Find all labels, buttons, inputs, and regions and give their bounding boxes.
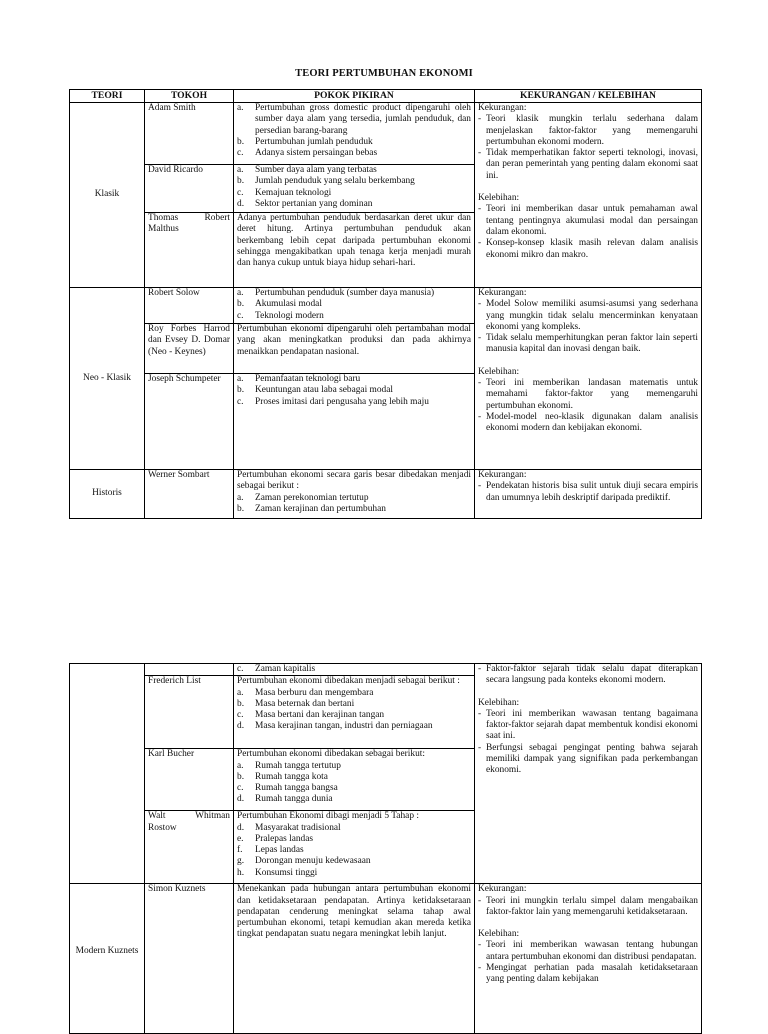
- pokok-pikiran-cell: [234, 470, 475, 519]
- pokok-pikiran-cell: [234, 664, 475, 676]
- tokoh-cell-empty: [145, 664, 234, 676]
- kekurangan-label: Kekurangan:: [478, 470, 527, 480]
- list-item: a. Masa berburu dan mengembara: [237, 687, 374, 698]
- intro-text: Pertumbuhan ekonomi dibedakan menjadi sebagai berikut :: [237, 676, 460, 687]
- list-item: c. Adanya sistem persaingan bebas: [237, 148, 378, 159]
- kekurangan-label: Kekurangan:: [478, 288, 527, 298]
- list-item: c. Teknologi modern: [237, 310, 324, 321]
- kekurangan-kelebihan-historis-continued: [475, 664, 702, 884]
- pokok-pikiran-cell: Adanya pertumbuhan penduduk berdasarkan deret ukur dan deret hitung. Artinya pertumbuhan penduduk akan berkembang lebih cepat daripada pertumbuhan ekonomi sehingga mengakibatkan upah tenaga kerja menjadi murah dan hanya cukup untuk biaya hidup sehari-hari.: [234, 213, 475, 288]
- list-item: a. Pertumbuhan gross domestic product dipengaruhi oleh sumber daya alam yang tersedia, jumlah penduduk, dan persedian barang-barang: [237, 103, 471, 136]
- kelebihan-label: Kelebihan:: [478, 366, 520, 377]
- intro-text: Pertumbuhan Ekonomi dibagi menjadi 5 Tahap :: [237, 811, 419, 822]
- kekurangan-kelebihan-neo-klasik: [475, 288, 702, 470]
- list-item: d. Masa kerajinan tangan, industri dan perniagaan: [237, 721, 433, 732]
- tokoh-cell: Thomas Robert Malthus: [145, 213, 234, 288]
- kelebihan-label: Kelebihan:: [478, 697, 520, 708]
- pokok-pikiran-cell: [234, 165, 475, 213]
- list-item: - Model-model neo-klasik digunakan dalam analisis ekonomi modern dan kebijakan ekonomi.: [478, 412, 698, 435]
- list-item: d. Masyarakat tradisional: [237, 822, 341, 833]
- pokok-pikiran-cell: Menekankan pada hubungan antara pertumbuhan ekonomi dan ketidaksetaraan pendapatan. Artinya ketidaksetaraan pendapatan cenderung meningkat selama tahap awal pertumbuhan ekonomi, tetapi kemudian akan mereda ketika tingkat pendapatan suatu negara meningkat lebih lanjut.: [234, 884, 475, 1034]
- tokoh-cell: Werner Sombart: [145, 470, 234, 519]
- teori-neo-klasik: Neo - Klasik: [70, 288, 145, 470]
- table-row: [70, 664, 702, 676]
- list-item: - Mengingat perhatian pada masalah ketidaksetaraan yang penting dalam kebijakan: [478, 963, 698, 986]
- teori-historis: Historis: [70, 470, 145, 519]
- list-item: a. Sumber daya alam yang terbatas: [237, 165, 377, 175]
- list-item: c. Proses imitasi dari pengusaha yang lebih maju: [237, 396, 429, 407]
- list-item: a. Pemanfaatan teknologi baru: [237, 374, 361, 384]
- pokok-pikiran-cell: [234, 103, 475, 165]
- list-item: g. Dorongan menuju kedewasaan: [237, 856, 371, 867]
- list-item: - Pendekatan historis bisa sulit untuk diuji secara empiris dan umumnya lebih deskriptif daripada prediktif.: [478, 481, 698, 504]
- table-row: [70, 470, 702, 519]
- list-item: d. Sektor pertanian yang dominan: [237, 198, 373, 209]
- table-row: [70, 884, 702, 1034]
- pokok-pikiran-cell: [234, 676, 475, 749]
- tokoh-cell: Robert Solow: [145, 288, 234, 324]
- pokok-pikiran-cell: [234, 374, 475, 470]
- intro-text: Pertumbuhan ekonomi dibedakan sebagai berikut:: [237, 749, 425, 760]
- tokoh-cell: Walt Whitman Rostow: [145, 811, 234, 884]
- list-item: b. Rumah tangga kota: [237, 771, 328, 782]
- list-item: - Teori ini memberikan wawasan tentang hubungan antara pertumbuhan ekonomi dan distribusi pendapatan.: [478, 940, 698, 963]
- list-item: - Berfungsi sebagai pengingat penting bahwa sejarah memiliki dampak yang signifikan pada perkembangan ekonomi.: [478, 743, 698, 777]
- pokok-pikiran-cell: Pertumbuhan ekonomi dipengaruhi oleh pertambahan modal yang akan meningkatkan produksi dan pada akhirnya menaikkan pendapatan nasional.: [234, 324, 475, 374]
- teori-modern-kuznets: Modern Kuznets: [70, 884, 145, 1034]
- list-item: b. Zaman kerajinan dan pertumbuhan: [237, 503, 386, 514]
- tokoh-cell: Simon Kuznets: [145, 884, 234, 1034]
- tokoh-cell: Frederich List: [145, 676, 234, 749]
- list-item: - Teori ini memberikan dasar untuk pemahaman awal tentang pentingnya akumulasi modal dan persaingan dalam ekonomi.: [478, 204, 698, 238]
- list-item: - Faktor-faktor sejarah tidak selalu dapat diterapkan secara langsung pada konteks ekonomi modern.: [478, 664, 698, 687]
- list-item: e. Pralepas landas: [237, 833, 314, 844]
- header-kekurangan-kelebihan: KEKURANGAN / KELEBIHAN: [475, 90, 702, 103]
- list-item: - Tidak selalu memperhitungkan peran faktor lain seperti manusia kapital dan inovasi dengan baik.: [478, 333, 698, 356]
- intro-text: Pertumbuhan ekonomi secara garis besar dibedakan menjadi sebagai berikut :: [237, 470, 471, 492]
- pokok-pikiran-cell: [234, 288, 475, 324]
- list-item: - Teori klasik mungkin terlalu sederhana dalam menjelaskan faktor-faktor yang memengaruhi pertumbuhan ekonomi modern.: [478, 114, 698, 148]
- pokok-pikiran-cell: [234, 811, 475, 884]
- theory-table-page-1: [69, 89, 702, 519]
- kekurangan-label: Kekurangan:: [478, 884, 527, 895]
- list-item: h. Konsumsi tinggi: [237, 867, 318, 878]
- theory-table-page-2: [69, 663, 702, 1034]
- header-teori: TEORI: [70, 90, 145, 103]
- list-item: c. Zaman kapitalis: [237, 664, 316, 674]
- list-item: b. Akumulasi modal: [237, 299, 322, 310]
- header-row: [70, 90, 702, 103]
- list-item: - Tidak memperhatikan faktor seperti teknologi, inovasi, dan peran pemerintah yang penting dalam ekonomi saat ini.: [478, 148, 698, 182]
- list-item: f. Lepas landas: [237, 845, 304, 856]
- tokoh-cell: David Ricardo: [145, 165, 234, 213]
- list-item: b. Keuntungan atau laba sebagai modal: [237, 385, 393, 396]
- list-item: b. Pertumbuhan jumlah penduduk: [237, 136, 373, 147]
- list-item: a. Zaman perekonomian tertutup: [237, 492, 369, 503]
- kelebihan-label: Kelebihan:: [478, 193, 520, 204]
- teori-historis-continued: [70, 664, 145, 884]
- table-row: [70, 288, 702, 324]
- kekurangan-kelebihan-klasik: [475, 103, 702, 288]
- list-item: c. Kemajuan teknologi: [237, 187, 332, 198]
- tokoh-cell: Joseph Schumpeter: [145, 374, 234, 470]
- table-row: [70, 103, 702, 165]
- kekurangan-label: Kekurangan:: [478, 103, 527, 113]
- pokok-pikiran-cell: [234, 749, 475, 811]
- document-title: TEORI PERTUMBUHAN EKONOMI: [295, 68, 473, 79]
- list-item: - Model Solow memiliki asumsi-asumsi yang sederhana yang mungkin tidak selalu mencerminkan kenyataan ekonomi yang kompleks.: [478, 299, 698, 333]
- list-item: - Konsep-konsep klasik masih relevan dalam analisis ekonomi mikro dan makro.: [478, 238, 698, 261]
- kekurangan-kelebihan-modern: [475, 884, 702, 1034]
- list-item: a. Rumah tangga tertutup: [237, 760, 341, 771]
- list-item: b. Jumlah penduduk yang selalu berkembang: [237, 176, 415, 187]
- list-item: c. Masa bertani dan kerajinan tangan: [237, 710, 385, 721]
- tokoh-cell: Adam Smith: [145, 103, 234, 165]
- list-item: c. Rumah tangga bangsa: [237, 783, 338, 794]
- header-pokok-pikiran: POKOK PIKIRAN: [234, 90, 475, 103]
- list-item: d. Rumah tangga dunia: [237, 794, 333, 805]
- list-item: - Teori ini memberikan wawasan tentang bagaimana faktor-faktor sejarah dapat membentuk kondisi ekonomi saat ini.: [478, 709, 698, 743]
- tokoh-cell: Roy Forbes Harrod dan Evsey D. Domar (Neo - Keynes): [145, 324, 234, 374]
- kekurangan-kelebihan-historis: [475, 470, 702, 519]
- header-tokoh: TOKOH: [145, 90, 234, 103]
- list-item: - Teori ini mungkin terlalu simpel dalam mengabaikan faktor-faktor lain yang memengaruhi ketidaksetaraan.: [478, 896, 698, 919]
- list-item: a. Pertumbuhan penduduk (sumber daya manusia): [237, 288, 435, 298]
- tokoh-cell: Karl Bucher: [145, 749, 234, 811]
- kelebihan-label: Kelebihan:: [478, 929, 520, 940]
- list-item: b. Masa beternak dan bertani: [237, 698, 355, 709]
- teori-klasik: Klasik: [70, 103, 145, 288]
- list-item: - Teori ini memberikan landasan matematis untuk memahami faktor-faktor yang memengaruhi pertumbuhan ekonomi.: [478, 378, 698, 412]
